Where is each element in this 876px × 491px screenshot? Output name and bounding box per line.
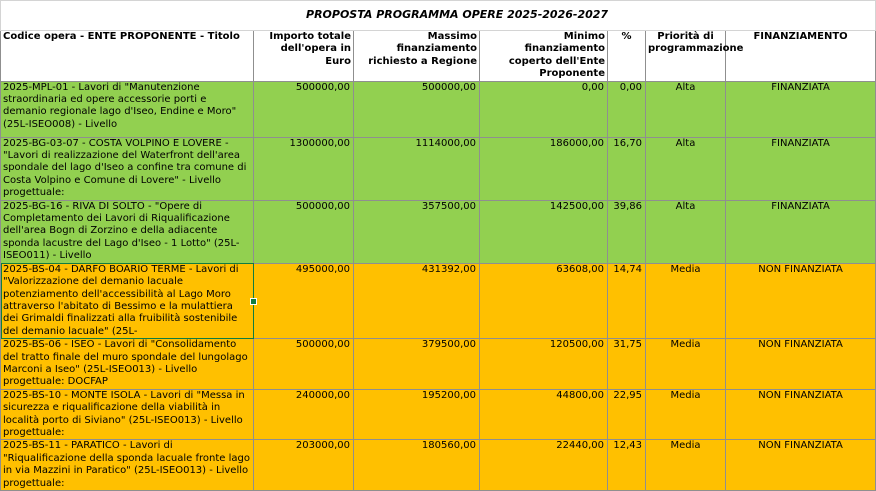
cell-priorita[interactable]: Alta	[646, 81, 726, 137]
cell-importo[interactable]: 495000,00	[254, 263, 354, 338]
cell-importo[interactable]: 500000,00	[254, 339, 354, 390]
cell-massimo[interactable]: 500000,00	[354, 81, 480, 137]
cell-finanziamento[interactable]: FINANZIATA	[726, 200, 876, 263]
cell-minimo[interactable]: 120500,00	[480, 339, 608, 390]
cell-minimo[interactable]: 44800,00	[480, 389, 608, 440]
cell-finanziamento[interactable]: FINANZIATA	[726, 137, 876, 200]
cell-perc[interactable]: 22,95	[608, 389, 646, 440]
cell-finanziamento[interactable]: NON FINANZIATA	[726, 263, 876, 338]
cell-importo[interactable]: 203000,00	[254, 440, 354, 491]
table-row	[1, 137, 876, 200]
cell-priorita[interactable]: Media	[646, 339, 726, 390]
cell-finanziamento[interactable]: NON FINANZIATA	[726, 339, 876, 390]
cell-perc[interactable]: 16,70	[608, 137, 646, 200]
cell-minimo[interactable]: 63608,00	[480, 263, 608, 338]
cell-perc[interactable]: 12,43	[608, 440, 646, 491]
cell-priorita[interactable]: Media	[646, 263, 726, 338]
header-priorita[interactable]: Priorità di programmazione	[646, 31, 726, 82]
cell-minimo[interactable]: 0,00	[480, 81, 608, 137]
cell-finanziamento[interactable]: FINANZIATA	[726, 81, 876, 137]
header-finanziamento[interactable]: FINANZIAMENTO	[726, 31, 876, 82]
title-row	[1, 1, 876, 31]
header-row	[1, 31, 876, 82]
cell-minimo[interactable]: 22440,00	[480, 440, 608, 491]
cell-massimo[interactable]: 1114000,00	[354, 137, 480, 200]
cell-massimo[interactable]: 195200,00	[354, 389, 480, 440]
table-row	[1, 440, 876, 491]
header-importo[interactable]: Importo totale dell'opera in Euro	[254, 31, 354, 82]
header-codice[interactable]: Codice opera - ENTE PROPONENTE - Titolo	[1, 31, 254, 82]
cell-minimo[interactable]: 186000,00	[480, 137, 608, 200]
table-row	[1, 339, 876, 390]
cell-perc[interactable]: 39,86	[608, 200, 646, 263]
table-row	[1, 81, 876, 137]
cell-perc[interactable]: 31,75	[608, 339, 646, 390]
cell-minimo[interactable]: 142500,00	[480, 200, 608, 263]
cell-priorita[interactable]: Media	[646, 440, 726, 491]
cell-importo[interactable]: 500000,00	[254, 200, 354, 263]
header-massimo[interactable]: Massimo finanziamento richiesto a Regione	[354, 31, 480, 82]
cell-desc[interactable]: 2025-BG-03-07 - COSTA VOLPINO E LOVERE - "Lavori di realizzazione del Waterfront dell'area spondale del lago d'Iseo a confine tra comune di Costa Volpino e Comune di Lovere" - Livello progettuale:	[1, 137, 254, 200]
cell-priorita[interactable]: Alta	[646, 137, 726, 200]
cell-desc-selected[interactable]: 2025-BS-04 - DARFO BOARIO TERME - Lavori di "Valorizzazione del demanio lacuale potenziamento dell'accessibilità al Lago Moro attraverso l'abitato di Bessimo e la mulattiera dei Grimaldi finalizzati alla fruibilità sostenibile del demanio lacuale" (25L-	[1, 263, 254, 338]
cell-desc[interactable]: 2025-BS-11 - PARATICO - Lavori di "Riqualificazione della sponda lacuale fronte lago in via Mazzini in Paratico" (25L-ISEO013) - Livello progettuale:	[1, 440, 254, 491]
cell-desc[interactable]: 2025-MPL-01 - Lavori di "Manutenzione straordinaria ed opere accessorie porti e demanio regionale lago d'Iseo, Endine e Moro" (25L-ISEO008) - Livello	[1, 81, 254, 137]
cell-importo[interactable]: 240000,00	[254, 389, 354, 440]
cell-perc[interactable]: 0,00	[608, 81, 646, 137]
table-row	[1, 200, 876, 263]
cell-massimo[interactable]: 357500,00	[354, 200, 480, 263]
table-row	[1, 389, 876, 440]
sheet-title[interactable]: PROPOSTA PROGRAMMA OPERE 2025-2026-2027	[1, 1, 876, 31]
cell-perc[interactable]: 14,74	[608, 263, 646, 338]
cell-massimo[interactable]: 180560,00	[354, 440, 480, 491]
cell-finanziamento[interactable]: NON FINANZIATA	[726, 440, 876, 491]
table-row	[1, 263, 876, 338]
cell-priorita[interactable]: Alta	[646, 200, 726, 263]
cell-finanziamento[interactable]: NON FINANZIATA	[726, 389, 876, 440]
fill-handle[interactable]	[250, 298, 257, 305]
cell-desc[interactable]: 2025-BS-10 - MONTE ISOLA - Lavori di "Messa in sicurezza e riqualificazione della viabilità in località porto di Siviano" (25L-ISEO013) - Livello progettuale:	[1, 389, 254, 440]
cell-priorita[interactable]: Media	[646, 389, 726, 440]
cell-desc[interactable]: 2025-BS-06 - ISEO - Lavori di "Consolidamento del tratto finale del muro spondale del lungolago Marconi a Iseo" (25L-ISEO013) - Livello progettuale: DOCFAP	[1, 339, 254, 390]
header-perc[interactable]: %	[608, 31, 646, 82]
cell-desc[interactable]: 2025-BG-16 - RIVA DI SOLTO - "Opere di Completamento dei Lavori di Riqualificazione dell'area Bogn di Zorzino e della adiacente sponda lacustre del Lago d'Iseo - 1 Lotto" (25L-ISEO011) - Livello	[1, 200, 254, 263]
header-minimo[interactable]: Minimo finanziamento coperto dell'Ente Proponente	[480, 31, 608, 82]
cell-importo[interactable]: 500000,00	[254, 81, 354, 137]
cell-massimo[interactable]: 379500,00	[354, 339, 480, 390]
cell-massimo[interactable]: 431392,00	[354, 263, 480, 338]
cell-importo[interactable]: 1300000,00	[254, 137, 354, 200]
